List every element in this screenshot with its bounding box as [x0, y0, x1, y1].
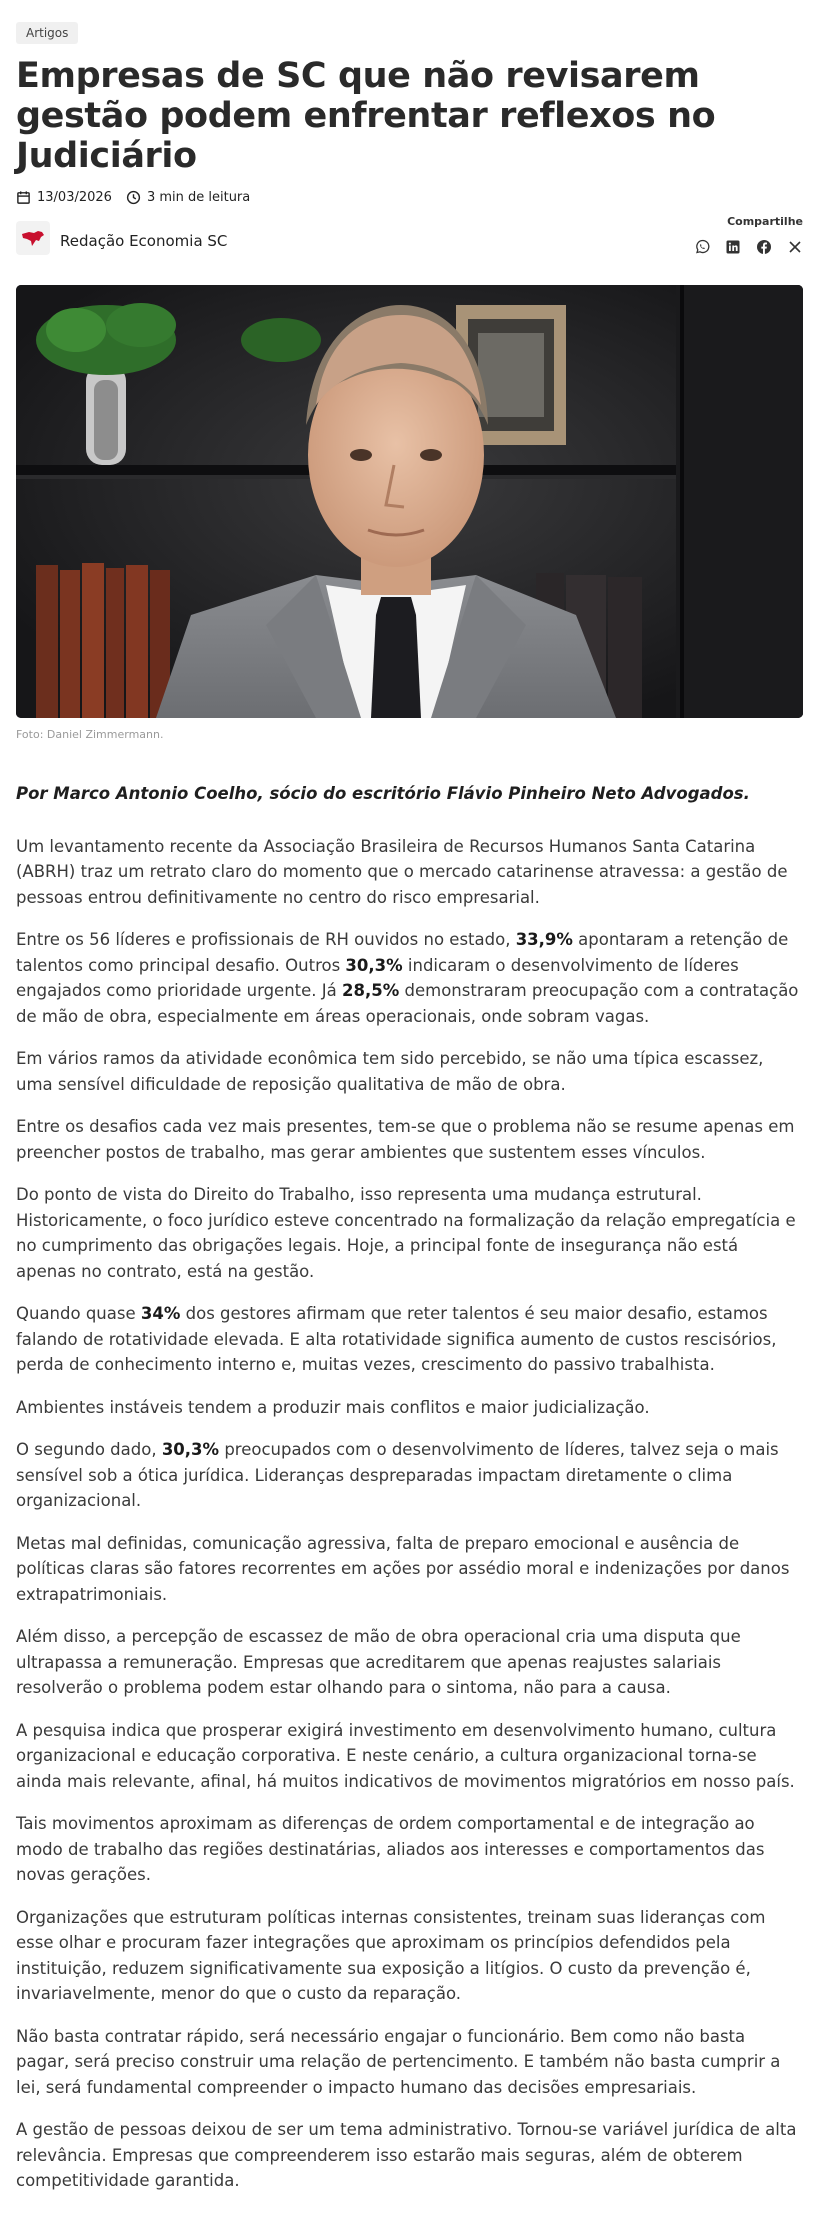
- calendar-icon: [16, 190, 31, 205]
- article-paragraph: A pesquisa indica que prosperar exigirá investimento em desenvolvimento humano, cultura organizacional e educação corporativa. E neste cenário, a cultura organizacional torna-se ainda mais relevante, afinal, há muitos indicativos de movimentos migratórios em nosso país.: [16, 1720, 795, 1791]
- photo-caption: Foto: Daniel Zimmermann.: [16, 728, 164, 741]
- x-icon[interactable]: [786, 238, 803, 255]
- article-paragraph: Entre os desafios cada vez mais presentes, tem-se que o problema não se resume apenas em preencher postos de trabalho, mas gerar ambientes que sustentem esses vínculos.: [16, 1117, 795, 1162]
- stat-highlight: 28,5%: [342, 981, 400, 1000]
- text-segment: Entre os 56 líderes e profissionais de RH ouvidos no estado,: [16, 930, 516, 949]
- portrait-photo: [16, 285, 803, 718]
- linkedin-icon[interactable]: [724, 238, 741, 255]
- article-body: [16, 781, 803, 2194]
- read-time: [126, 190, 250, 205]
- article-paragraph: Organizações que estruturam políticas internas consistentes, treinam suas lideranças com esse olhar e procuram fazer integrações que aproximam os princípios defendidos pela instituição, reduzem significativamente sua exposição a litígios. O custo da prevenção é, invariavelmente, menor do que o custo da reparação.: [16, 1907, 766, 2003]
- author-name[interactable]: Redação Economia SC: [60, 232, 228, 250]
- article-paragraph: [16, 1301, 803, 1378]
- category-tag[interactable]: Artigos: [16, 22, 78, 44]
- article-paragraph: Tais movimentos aproximam as diferenças de ordem comportamental e de integração ao modo de trabalho das regiões destinatárias, aliados aos interesses e comportamentos das novas gerações.: [16, 1814, 765, 1884]
- byline-row: [16, 215, 803, 255]
- article-meta: [16, 190, 803, 205]
- text-segment: dos gestores afirmam que reter talentos é seu maior desafio, estamos falando de rotatividade elevada. E alta rotatividade significa aumento de custos rescisórios, perda de conhecimento interno e, muitas vezes, crescimento do passivo trabalhista.: [16, 1304, 777, 1374]
- article-headline: Empresas de SC que não revisarem gestão podem enfrentar reflexos no Judiciário: [16, 56, 716, 176]
- clock-icon: [126, 190, 141, 205]
- whatsapp-icon[interactable]: [693, 238, 710, 255]
- article-photo: [16, 285, 803, 718]
- stat-highlight: 33,9%: [515, 930, 573, 949]
- article-paragraph: Em vários ramos da atividade econômica tem sido percebido, se não uma típica escassez, uma sensível dificuldade de reposição qualitativa de mão de obra.: [16, 1049, 764, 1094]
- read-time-text: 3 min de leitura: [146, 190, 251, 205]
- author[interactable]: [16, 221, 227, 255]
- article-paragraph: Do ponto de vista do Direito do Trabalho, isso representa uma mudança estrutural. Historicamente, o foco jurídico esteve concentrado na formalização da relação empregatícia e no cumprimento das obrigações legais. Hoje, a principal fonte de insegurança não está apenas no contrato, está na gestão.: [16, 1185, 796, 1281]
- text-segment: indicaram o desenvolvimento de líderes engajados como prioridade urgente. Já: [16, 955, 739, 1000]
- santa-catarina-map-icon: [20, 228, 46, 248]
- article-paragraph: Metas mal definidas, comunicação agressiva, falta de preparo emocional e ausência de políticas claras são fatores recorrentes em ações por assédio moral e indenizações por danos extrapatrimoniais.: [16, 1533, 790, 1604]
- facebook-icon[interactable]: [755, 238, 772, 255]
- article-paragraph: Ambientes instáveis tendem a produzir mais conflitos e maior judicialização.: [16, 1397, 650, 1417]
- article-paragraph: Um levantamento recente da Associação Brasileira de Recursos Humanos Santa Catarina (ABRH) traz um retrato claro do momento que o mercado catarinense atravessa: a gestão de pessoas entrou definitivamente no centro do risco empresarial.: [16, 836, 788, 907]
- author-avatar[interactable]: [16, 221, 50, 255]
- article-paragraph: Além disso, a percepção de escassez de mão de obra operacional cria uma disputa que ultrapassa a remuneração. Empresas que acreditarem que apenas reajustes salariais resolverão o problema podem estar olhando para o sintoma, não para a causa.: [16, 1627, 741, 1697]
- article-paragraph: A gestão de pessoas deixou de ser um tema administrativo. Tornou-se variável jurídica de alta relevância. Empresas que compreenderem isso estarão mais seguras, além de obterem competitividade garantida.: [16, 2120, 797, 2190]
- text-segment: apontaram a retenção de talentos como principal desafio. Outros: [16, 930, 789, 975]
- stat-highlight: 34%: [140, 1304, 181, 1323]
- article-paragraph: [16, 927, 803, 1029]
- text-segment: O segundo dado,: [16, 1440, 162, 1459]
- text-segment: Quando quase: [16, 1304, 141, 1323]
- share-icons: [693, 238, 803, 255]
- article-paragraph: [16, 1437, 803, 1514]
- text-segment: demonstraram preocupação com a contratação de mão de obra, especialmente em áreas operacionais, onde sobram vagas.: [16, 981, 799, 1026]
- article-paragraph: Não basta contratar rápido, será necessário engajar o funcionário. Bem como não basta pagar, será preciso construir uma relação de pertencimento. E também não basta cumprir a lei, será fundamental compreender o impacto humano das decisões empresariais.: [16, 2026, 781, 2097]
- share-label: Compartilhe: [727, 215, 803, 228]
- publish-date: [16, 190, 112, 205]
- share-block: [693, 215, 803, 255]
- stat-highlight: 30,3%: [161, 1440, 220, 1459]
- text-segment: preocupados com o desenvolvimento de líderes, talvez seja o mais sensível sob a ótica jurídica. Lideranças despreparadas impactam diretamente o clima organizacional.: [16, 1440, 779, 1510]
- stat-highlight: 30,3%: [345, 955, 403, 975]
- article-intro: Por Marco Antonio Coelho, sócio do escritório Flávio Pinheiro Neto Advogados.: [16, 784, 750, 803]
- publish-date-text: 13/03/2026: [37, 190, 112, 205]
